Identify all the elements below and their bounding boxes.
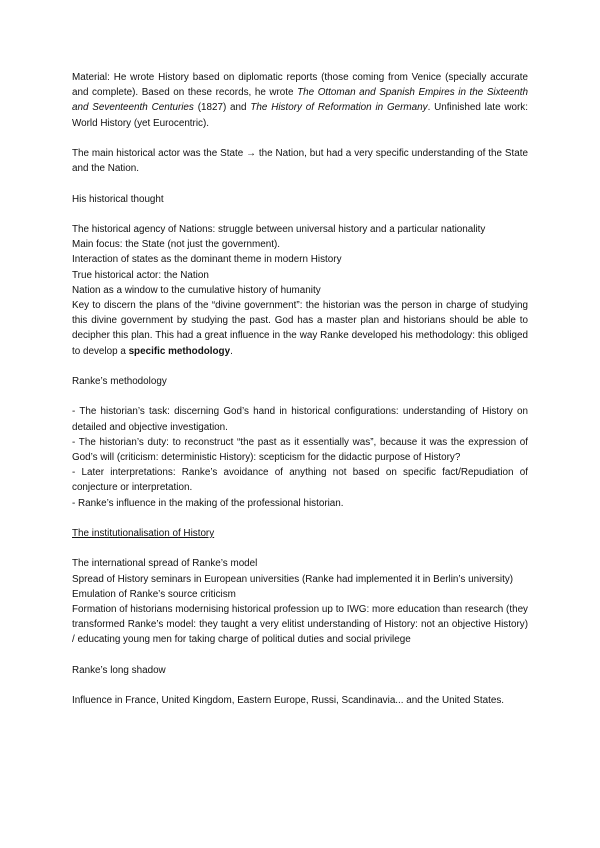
inst-line-spread-model: The international spread of Ranke’s model <box>72 558 258 570</box>
heading-methodology: Ranke’s methodology <box>72 376 167 387</box>
methodology-block <box>72 404 528 510</box>
thought-line-agency: The historical agency of Nations: struggle between universal history and a particular nationality <box>72 223 486 235</box>
heading-historical-thought: His historical thought <box>72 193 164 205</box>
thought-line-focus: Main focus: the State (not just the government). <box>72 239 281 251</box>
material-text-c: . Unfinished late work: World History (yet Eurocentric). <box>72 102 528 129</box>
document-page <box>72 70 528 724</box>
method-item-influence: - Ranke’s influence in the making of the professional historian. <box>72 497 344 509</box>
method-item-duty: - The historian’s duty: to reconstruct “the past as it essentially was”, because it was the expression of God’s will (criticism: deterministic History): scepticism for the didactic purpose of History? <box>72 436 528 463</box>
thought-block <box>72 222 528 359</box>
inst-line-emulation: Emulation of Ranke’s source criticism <box>72 588 236 600</box>
material-text-a: Material: He wrote History based on diplomatic reports (those coming from Venice (specially accurate and complete). Based on these records, he wrote <box>72 72 528 99</box>
specific-methodology-bold: specific methodology <box>128 345 231 357</box>
material-paragraph <box>72 70 528 131</box>
material-text-b: (1827) and <box>193 102 251 114</box>
institutionalisation-block <box>72 556 528 647</box>
thought-line-interaction: Interaction of states as the dominant theme in modern History <box>72 254 342 266</box>
inst-line-seminars: Spread of History seminars in European universities (Ranke had implemented it in Berlin’s university) <box>72 573 514 585</box>
influence-paragraph: Influence in France, United Kingdom, Eastern Europe, Russi, Scandinavia... and the United States. <box>72 695 505 707</box>
method-item-later: - Later interpretations: Ranke’s avoidance of anything not based on specific fact/Repudiation of conjecture or interpretation. <box>72 467 528 494</box>
book-title-ottoman: The Ottoman and Spanish Empires in the Sixteenth and Seventeenth Centuries <box>72 87 528 114</box>
thought-line-divine <box>72 298 528 359</box>
divine-text: Key to discern the plans of the “divine government”: the historian was the person in charge of studying this divine government by studying the past. God has a master plan and historians should be able to decipher this plan. This had a great influence in the way Ranke developed his methodology: this obliged to develop a <box>72 300 528 357</box>
thought-line-actor: True historical actor: the Nation <box>72 269 209 281</box>
heading-institutionalisation: The institutionalisation of History <box>72 528 215 539</box>
divine-text-end: . <box>230 345 233 357</box>
heading-long-shadow: Ranke’s long shadow <box>72 664 166 676</box>
thought-line-window: Nation as a window to the cumulative history of humanity <box>72 284 321 296</box>
main-actor-paragraph: The main historical actor was the State → the Nation, but had a very specific understanding of the State and the Nation. <box>72 148 528 175</box>
method-item-task: - The historian’s task: discerning God’s hand in historical configurations: understanding of History on detailed and objective investigation. <box>72 406 528 433</box>
book-title-reformation: The History of Reformation in Germany <box>250 102 428 114</box>
inst-line-formation: Formation of historians modernising historical profession up to IWG: more education than research (they transformed Ranke’s model: they taught a very elitist understanding of History: not an objective History) / educating young men for taking charge of political duties and social privilege <box>72 604 528 646</box>
